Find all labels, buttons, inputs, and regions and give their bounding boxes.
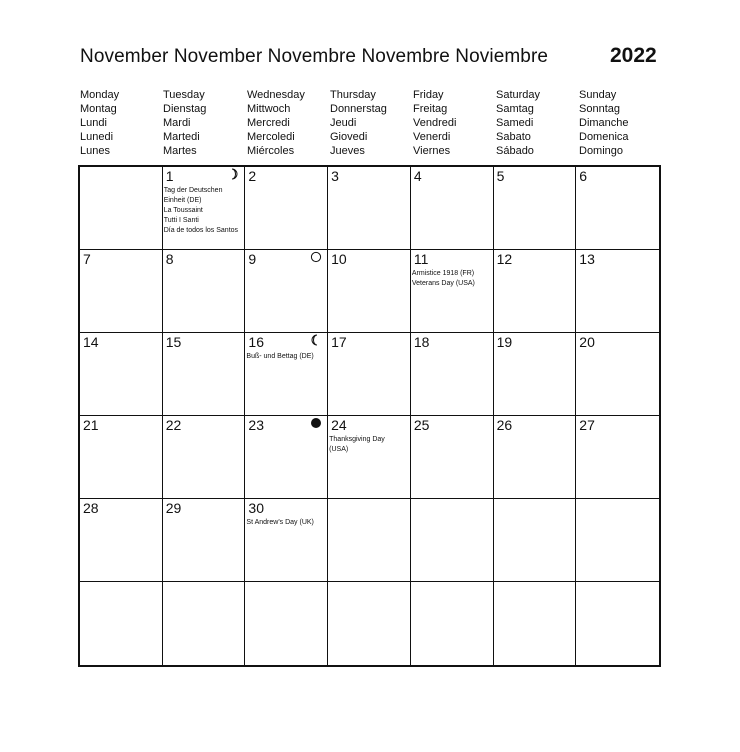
weekday-name-es: Miércoles [247,145,295,157]
day-number: 8 [165,251,174,267]
day-cell-3 [328,167,411,250]
weekday-name-fr: Mercredi [247,117,290,129]
weekday-name-de: Mittwoch [247,103,291,115]
day-cell-4 [411,167,494,250]
day-number: 1 [165,168,174,184]
day-cell-24 [328,416,411,499]
day-number: 25 [413,417,430,433]
weekday-name-fr: Dimanche [579,117,629,129]
weekday-name-es: Martes [163,145,197,157]
day-cell-26 [494,416,577,499]
empty-day-cell [494,582,577,665]
empty-day-cell [80,167,163,250]
day-cell-20 [576,333,659,416]
empty-day-cell [494,499,577,582]
day-cell-7 [80,250,163,333]
day-number: 15 [165,334,182,350]
day-cell-27 [576,416,659,499]
calendar-grid [78,165,661,667]
day-number: 9 [248,251,257,267]
weekday-name-en: Tuesday [163,89,205,101]
day-cell-25 [411,416,494,499]
weekday-name-es: Domingo [579,145,624,157]
day-number: 11 [413,251,429,267]
empty-day-cell [163,582,246,665]
empty-day-cell [328,582,411,665]
empty-day-cell [245,582,328,665]
weekday-name-es: Viernes [413,145,451,157]
weekday-name-de: Montag [80,103,117,115]
day-cell-21 [80,416,163,499]
day-cell-22 [163,416,246,499]
day-number: 2 [248,168,257,184]
weekday-name-fr: Jeudi [330,117,357,129]
weekday-name-en: Monday [80,89,120,101]
weekday-name-de: Sonntag [579,103,620,115]
day-cell-23 [245,416,328,499]
day-cell-12 [494,250,577,333]
day-number: 3 [331,168,339,184]
day-number: 23 [248,417,264,433]
day-cell-8 [163,250,246,333]
day-cell-29 [163,499,246,582]
weekday-name-en: Wednesday [247,89,305,101]
day-cell-14 [80,333,163,416]
day-cell-1 [163,167,246,250]
day-cell-11 [411,250,494,333]
weekday-header [413,88,456,158]
day-cell-30 [245,499,328,582]
weekday-name-de: Samtag [496,103,534,115]
day-events: Armistice 1918 (FR) Veterans Day (USA) [411,270,475,287]
day-number: 7 [83,251,91,267]
weekday-name-fr: Mardi [163,117,191,129]
weekday-name-es: Jueves [330,145,365,157]
day-events: Tag der Deutschen Einheit (DE) La Toussaint Tutti I Santi Día de todos los Santos [163,187,239,234]
day-cell-10 [328,250,411,333]
day-events: Thanksgiving Day (USA) [329,436,385,453]
weekday-header [247,88,305,158]
day-cell-15 [163,333,246,416]
day-number: 4 [413,168,422,184]
day-number: 5 [496,168,505,184]
day-cell-2 [245,167,328,250]
weekday-header [80,88,119,158]
day-events: Buß- und Bettag (DE) [246,353,314,360]
empty-day-cell [328,499,411,582]
day-cell-28 [80,499,163,582]
day-number: 20 [579,334,595,350]
weekday-name-de: Dienstag [163,103,207,115]
weekday-name-it: Domenica [579,131,629,143]
weekday-name-de: Freitag [413,103,448,115]
empty-day-cell [80,582,163,665]
empty-day-cell [411,582,494,665]
weekday-name-fr: Samedi [496,117,534,129]
day-cell-16 [245,333,328,416]
day-number: 22 [165,417,182,433]
day-number: 13 [579,251,595,267]
day-number: 19 [496,334,513,350]
weekday-header [496,88,540,158]
weekday-header [163,88,206,158]
day-number: 27 [579,417,595,433]
day-number: 17 [331,334,347,350]
weekday-name-es: Lunes [80,145,110,157]
weekday-name-es: Sábado [496,145,534,157]
day-number: 28 [83,500,99,516]
day-number: 26 [496,417,513,433]
weekday-name-it: Giovedi [330,131,368,143]
day-number: 21 [83,417,99,433]
empty-day-cell [411,499,494,582]
weekday-name-it: Lunedi [80,131,114,143]
day-number: 14 [83,334,99,350]
day-events: St Andrew's Day (UK) [246,519,314,526]
weekday-name-fr: Lundi [80,117,107,129]
day-cell-5 [494,167,577,250]
weekday-name-it: Venerdi [413,131,451,143]
day-cell-6 [576,167,659,250]
weekday-name-en: Saturday [496,89,541,101]
weekday-name-en: Friday [413,89,444,101]
weekday-name-de: Donnerstag [330,103,387,115]
day-number: 6 [579,168,588,184]
day-number: 18 [413,334,430,350]
day-number: 24 [331,417,347,433]
weekday-name-it: Martedi [163,131,200,143]
weekday-name-en: Sunday [579,89,617,101]
day-number: 12 [496,251,513,267]
weekday-header [579,88,629,158]
day-cell-17 [328,333,411,416]
weekday-name-it: Mercoledi [247,131,295,143]
calendar-year: 2022 [610,44,657,67]
calendar-title: November November Novembre Novembre Noviembre [80,46,549,67]
day-number: 29 [165,500,182,516]
empty-day-cell [576,582,659,665]
day-number: 30 [248,500,264,516]
weekday-name-en: Thursday [330,89,376,101]
day-cell-18 [411,333,494,416]
empty-day-cell [576,499,659,582]
weekday-name-fr: Vendredi [413,117,457,129]
weekday-name-it: Sabato [496,131,531,143]
day-cell-19 [494,333,577,416]
day-cell-9 [245,250,328,333]
weekday-header [330,88,387,158]
day-number: 16 [248,334,264,350]
day-number: 10 [331,251,347,267]
day-cell-13 [576,250,659,333]
